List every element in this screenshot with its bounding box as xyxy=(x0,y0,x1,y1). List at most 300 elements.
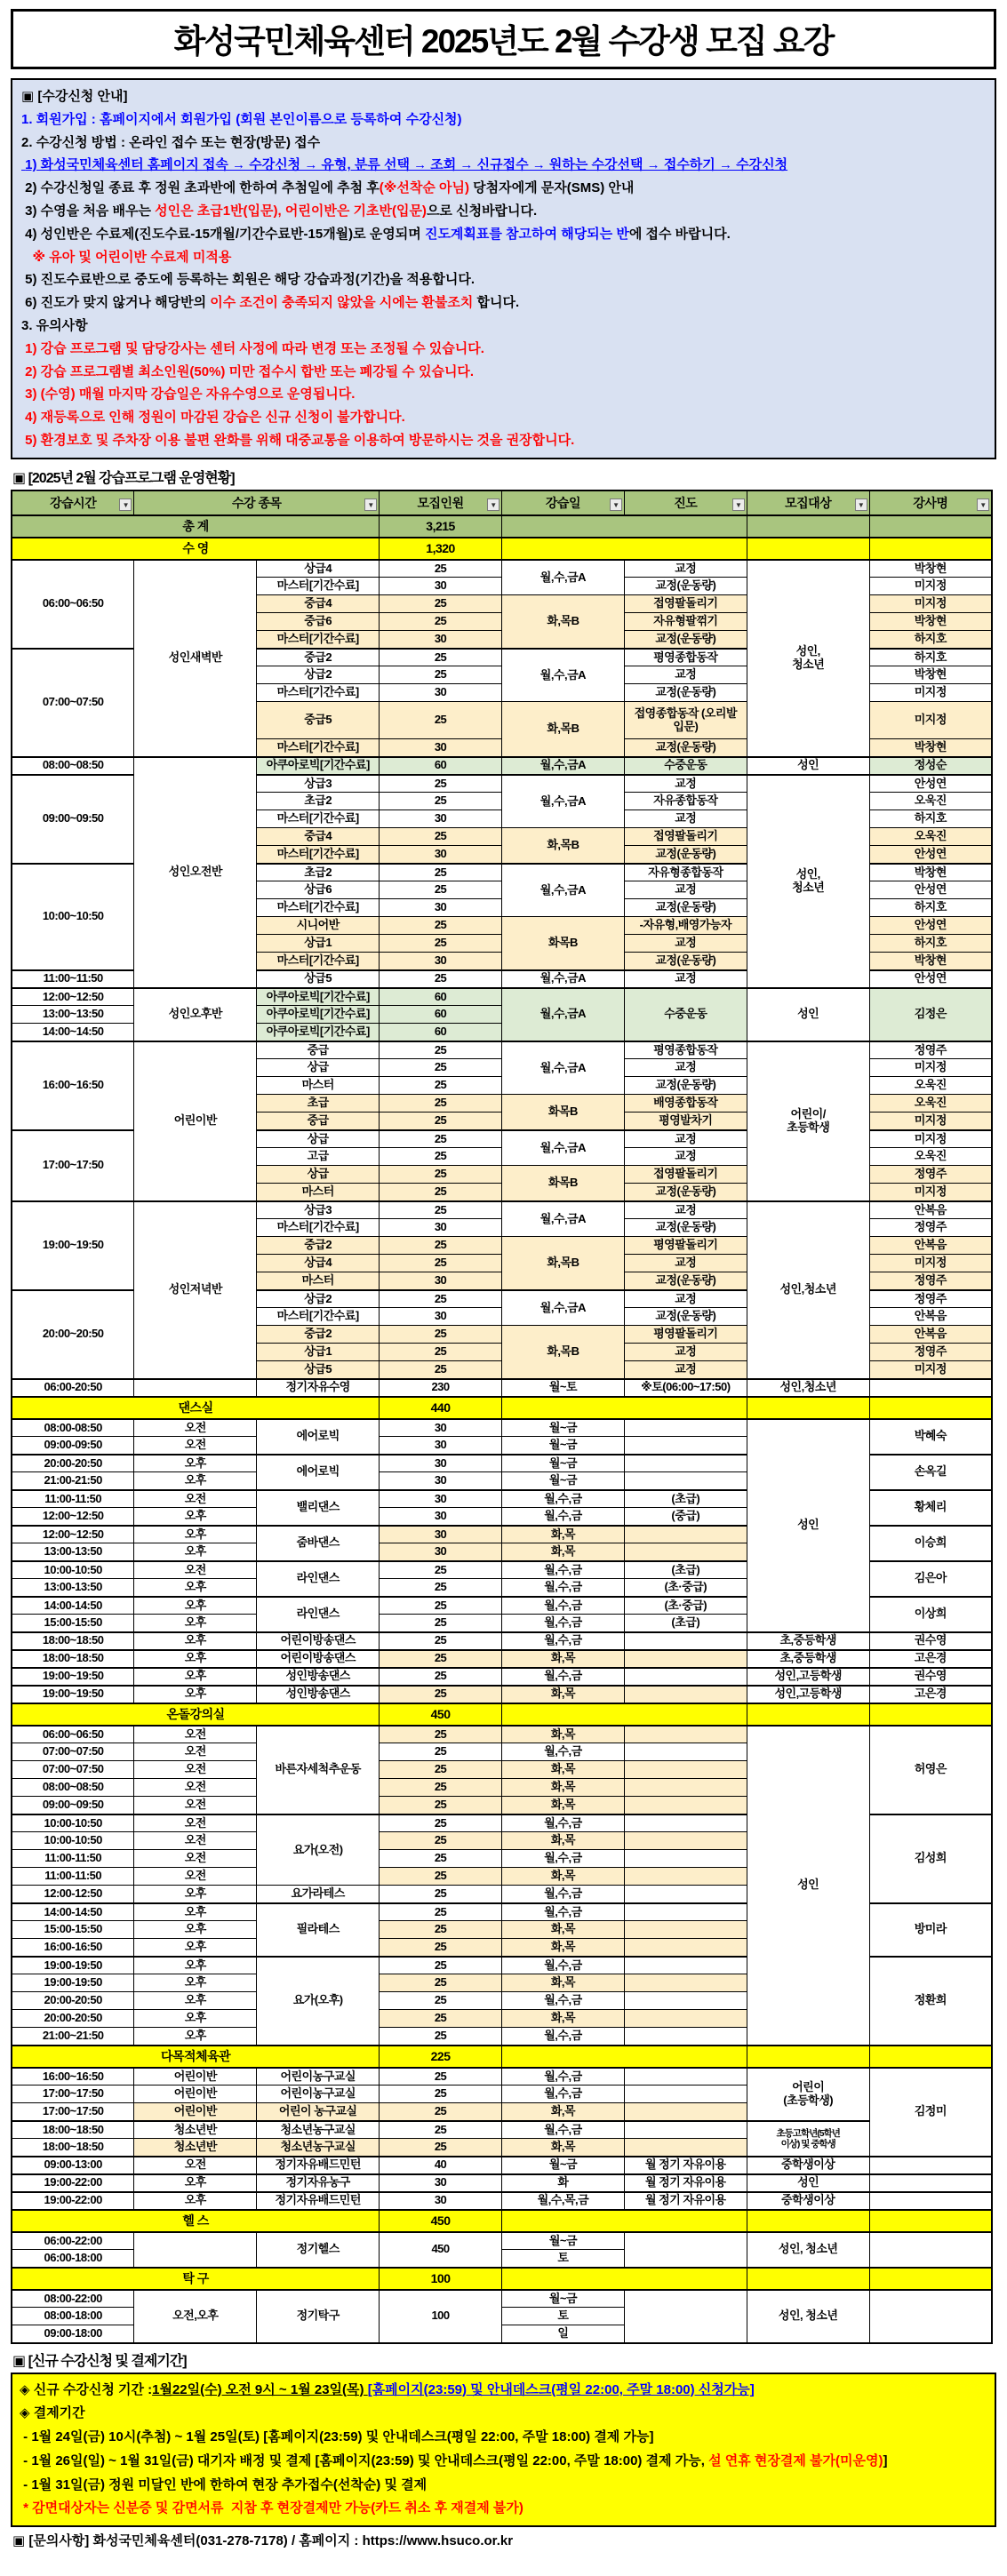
table-cell: 월~금 xyxy=(502,1455,625,1472)
table-cell: 김은아 xyxy=(869,1561,992,1597)
table-cell: 16:00~16:50 xyxy=(12,2068,134,2086)
table-cell: 월,수,금 xyxy=(502,2121,625,2139)
table-cell: 월,수,금 xyxy=(502,1957,625,1974)
table-cell: 오욱진 xyxy=(869,1148,992,1166)
table-cell xyxy=(624,1903,747,1921)
table-cell: 상급 xyxy=(257,1130,380,1148)
table-row xyxy=(12,1041,992,1059)
table-cell: 25 xyxy=(380,2010,502,2028)
column-header xyxy=(502,490,625,515)
table-cell xyxy=(502,1397,747,1419)
table-cell: 어린이반 xyxy=(134,2068,257,2086)
table-cell: 성인새벽반 xyxy=(134,560,257,757)
table-row xyxy=(12,757,992,775)
table-cell: 오욱진 xyxy=(869,1077,992,1095)
table-cell: 25 xyxy=(380,1166,502,1184)
table-cell xyxy=(624,1886,747,1903)
table-cell xyxy=(624,1650,747,1668)
table-cell: 30 xyxy=(380,1419,502,1437)
table-cell: 월,수,금 xyxy=(502,1903,625,1921)
table-cell: 10:00~10:50 xyxy=(12,864,134,970)
table-cell: 상급 xyxy=(257,1166,380,1184)
table-cell: 성인저녁반 xyxy=(134,1201,257,1379)
table-cell: 12:00~12:50 xyxy=(12,1526,134,1543)
table-cell: 화목B xyxy=(502,1095,625,1130)
table-cell: 성인 xyxy=(747,1419,869,1632)
table-cell: 요가라테스 xyxy=(257,1886,380,1903)
table-cell: 교정 xyxy=(624,970,747,988)
table-cell: 월~금 xyxy=(502,2232,625,2250)
table-cell: 줌바댄스 xyxy=(257,1526,380,1561)
table-cell: 06:00~06:50 xyxy=(12,560,134,649)
table-cell: 오전 xyxy=(134,1743,257,1761)
table-cell: 25 xyxy=(380,595,502,613)
table-cell: 시니어반 xyxy=(257,917,380,935)
text-segment: 합니다. xyxy=(473,295,520,311)
table-cell: 성인,고등학생 xyxy=(747,1686,869,1703)
table-cell xyxy=(624,1832,747,1850)
table-cell xyxy=(502,2210,747,2232)
table-cell: 25 xyxy=(380,1579,502,1597)
table-cell: 이승희 xyxy=(869,1526,992,1561)
table-cell xyxy=(869,1397,992,1419)
table-cell: 화,목 xyxy=(502,1686,625,1703)
table-cell: 청소년농구교실 xyxy=(257,2139,380,2157)
table-cell: (초급) xyxy=(624,1561,747,1579)
text-segment: 이수 조건이 충족되지 않았을 시에는 환불조치 xyxy=(210,295,474,311)
table-cell: 30 xyxy=(380,631,502,649)
table-cell: 30 xyxy=(380,739,502,757)
table-cell xyxy=(624,1743,747,1761)
table-cell: 성인 xyxy=(747,988,869,1041)
table-cell: 월,수,금 xyxy=(502,1615,625,1632)
table-cell xyxy=(624,1455,747,1472)
table-cell xyxy=(869,1379,992,1397)
table-cell: 25 xyxy=(380,1850,502,1868)
text-line xyxy=(21,246,986,269)
table-cell: 12:00~12:50 xyxy=(12,988,134,1006)
table-cell: 배영종합동작 xyxy=(624,1095,747,1113)
table-cell: 오전 xyxy=(134,1761,257,1779)
table-cell: 안성연 xyxy=(869,970,992,988)
table-cell: 25 xyxy=(380,1814,502,1832)
table-cell xyxy=(624,1632,747,1650)
table-cell: 상급3 xyxy=(257,1201,380,1219)
table-cell: 화목B xyxy=(502,1166,625,1201)
table-cell: 월,수,금 xyxy=(502,1886,625,1903)
table-cell: 450 xyxy=(380,2210,502,2232)
table-cell: 청소년반 xyxy=(134,2121,257,2139)
table-cell xyxy=(624,1779,747,1797)
table-cell: 25 xyxy=(380,1921,502,1939)
column-header-label: 모집대상 xyxy=(785,495,832,510)
table-cell: 30 xyxy=(380,684,502,702)
table-cell: 오전,오후 xyxy=(134,2290,257,2343)
table-cell: 화 xyxy=(502,2174,625,2192)
text-line xyxy=(21,223,986,246)
table-cell: 권수영 xyxy=(869,1632,992,1650)
table-cell: 450 xyxy=(380,1703,502,1726)
text-segment: 2) 강습 프로그램별 최소인원(50%) 미만 접수시 합반 또는 폐강될 수 있습니다. xyxy=(21,363,475,379)
table-cell: 25 xyxy=(380,1650,502,1668)
table-cell: 25 xyxy=(380,1903,502,1921)
table-cell: 김성희 xyxy=(869,1814,992,1903)
table-cell: 화,목 xyxy=(502,1650,625,1668)
filter-dropdown-icon[interactable]: ▼ xyxy=(732,498,745,511)
table-cell: 40 xyxy=(380,2157,502,2174)
table-cell: 정영주 xyxy=(869,1344,992,1361)
text-segment: (※선착순 아님) xyxy=(379,180,469,196)
table-cell xyxy=(869,2157,992,2174)
table-cell: 박창현 xyxy=(869,666,992,684)
table-cell: 오후 xyxy=(134,2010,257,2028)
section-row xyxy=(12,538,992,560)
table-cell: 25 xyxy=(380,881,502,899)
table-cell: 밸리댄스 xyxy=(257,1490,380,1526)
table-cell: 마스터[기간수료] xyxy=(257,810,380,828)
notice-box xyxy=(11,78,996,459)
text-line xyxy=(21,132,986,155)
table-cell: 마스터[기간수료] xyxy=(257,578,380,595)
table-cell: 19:00~19:50 xyxy=(12,1668,134,1686)
table-cell: 에어로빅 xyxy=(257,1419,380,1455)
table-cell: 14:00-14:50 xyxy=(12,1597,134,1615)
table-cell: 어린이반 xyxy=(134,2103,257,2121)
table-cell: 화,목B xyxy=(502,595,625,649)
table-cell: 청소년농구교실 xyxy=(257,2121,380,2139)
table-cell xyxy=(624,1437,747,1455)
table-cell: 오후 xyxy=(134,1615,257,1632)
table-row xyxy=(12,2232,992,2250)
table-cell: 25 xyxy=(380,1957,502,1974)
text-line xyxy=(20,2474,987,2498)
table-cell: 월,수,금A xyxy=(502,560,625,595)
table-cell: 오후 xyxy=(134,1579,257,1597)
table-cell: 교정 xyxy=(624,810,747,828)
column-header-label: 강사명 xyxy=(913,495,948,510)
table-cell: 오후 xyxy=(134,1668,257,1686)
table-cell: 고은경 xyxy=(869,1650,992,1668)
table-cell: 25 xyxy=(380,1632,502,1650)
table-cell: 08:00-18:00 xyxy=(12,2308,134,2325)
table-cell: 상급6 xyxy=(257,881,380,899)
table-cell: 30 xyxy=(380,953,502,970)
table-cell: 06:00-20:50 xyxy=(12,1379,134,1397)
table-cell: 오욱진 xyxy=(869,1095,992,1113)
table-cell: 18:00~18:50 xyxy=(12,1650,134,1668)
filter-dropdown-icon[interactable]: ▼ xyxy=(977,498,989,511)
table-row xyxy=(12,560,992,578)
table-cell: 월 정기 자유이용 xyxy=(624,2174,747,2192)
table-cell: 정영주 xyxy=(869,1041,992,1059)
table-cell: 손옥길 xyxy=(869,1455,992,1490)
table-cell: 25 xyxy=(380,1939,502,1957)
table-cell: 교정 xyxy=(624,1130,747,1148)
table-cell: 화,목 xyxy=(502,1726,625,1743)
table-cell: 교정 xyxy=(624,1255,747,1272)
table-cell: 교정 xyxy=(624,881,747,899)
table-cell: 바른자세척추운동 xyxy=(257,1726,380,1814)
table-cell: 아쿠아로빅[기간수료] xyxy=(257,1024,380,1041)
filter-dropdown-icon[interactable]: ▼ xyxy=(855,498,867,511)
table-cell: 월~금 xyxy=(502,2157,625,2174)
table-cell: 오전 xyxy=(134,1561,257,1579)
text-segment: 당첨자에게 문자(SMS) 안내 xyxy=(468,180,635,196)
table-cell: 라인댄스 xyxy=(257,1561,380,1597)
table-cell xyxy=(624,2010,747,2028)
text-line xyxy=(21,268,986,291)
table-cell xyxy=(502,515,747,538)
table-cell: 18:00~18:50 xyxy=(12,1632,134,1650)
table-cell xyxy=(624,1726,747,1743)
column-header xyxy=(869,490,992,515)
table-cell: 11:00~11:50 xyxy=(12,970,134,988)
table-cell: 20:00-20:50 xyxy=(12,2010,134,2028)
text-segment: 1월22일(수) 오전 9시 ~ 1월 23일(목) xyxy=(152,2381,368,2397)
text-segment: - 1월 26일(일) ~ 1월 31일(금) 대기자 배정 및 결제 [홈페이지(23:59) 및 안내데스크(평일 22:00, 주말 18:00) 결제 가능, xyxy=(20,2452,709,2468)
table-cell: 중급4 xyxy=(257,595,380,613)
table-cell: 교정(운동량) xyxy=(624,684,747,702)
section-row xyxy=(12,2046,992,2068)
table-cell: 25 xyxy=(380,970,502,988)
filter-dropdown-icon[interactable]: ▼ xyxy=(487,498,500,511)
text-segment: 2) 수강신청일 종료 후 정원 초과반에 한하여 추첨일에 추첨 후 xyxy=(21,180,380,196)
table-cell: 성인방송댄스 xyxy=(257,1668,380,1686)
text-line xyxy=(21,85,986,108)
table-cell: 화,목 xyxy=(502,1526,625,1543)
table-cell: 60 xyxy=(380,1006,502,1024)
table-cell: 25 xyxy=(380,1868,502,1886)
table-cell: 30 xyxy=(380,2174,502,2192)
table-row xyxy=(12,988,992,1006)
table-cell xyxy=(747,538,869,560)
table-cell xyxy=(869,2290,992,2343)
table-cell: 중급4 xyxy=(257,828,380,846)
table-cell: 오후 xyxy=(134,1526,257,1543)
table-cell: 07:00~07:50 xyxy=(12,1761,134,1779)
table-cell: 월,수,금 xyxy=(502,1743,625,1761)
section-row xyxy=(12,1703,992,1726)
table-cell: 10:00-10:50 xyxy=(12,1832,134,1850)
text-line xyxy=(20,2497,987,2521)
column-header-label: 강습일 xyxy=(545,495,580,510)
program-table-head xyxy=(12,490,992,515)
table-cell: 교정(운동량) xyxy=(624,1077,747,1095)
table-cell: 30 xyxy=(380,2192,502,2210)
table-cell: 19:00~19:50 xyxy=(12,1201,134,1290)
table-cell: 요가(오전) xyxy=(257,1814,380,1886)
table-cell: 상급4 xyxy=(257,1255,380,1272)
table-cell: 오후 xyxy=(134,1455,257,1472)
table-cell: 미지정 xyxy=(869,1059,992,1077)
table-cell: 탁 구 xyxy=(12,2268,380,2290)
table-cell: 정영주 xyxy=(869,1219,992,1237)
table-cell: 07:00~07:50 xyxy=(12,1743,134,1761)
table-cell: 어린이농구교실 xyxy=(257,2086,380,2103)
table-row xyxy=(12,1632,992,1650)
section-row xyxy=(12,2210,992,2232)
table-cell: 정기자유농구 xyxy=(257,2174,380,2192)
table-row xyxy=(12,1668,992,1686)
table-cell: 25 xyxy=(380,560,502,578)
table-cell: 06:00-18:00 xyxy=(12,2250,134,2268)
table-cell: 440 xyxy=(380,1397,502,1419)
table-cell: 교정 xyxy=(624,1344,747,1361)
table-cell: 오전 xyxy=(134,1797,257,1814)
table-cell: 자유종합동작 xyxy=(624,793,747,810)
table-cell: 오전 xyxy=(134,2157,257,2174)
table-cell: 오후 xyxy=(134,1650,257,1668)
text-segment: ▣ [수강신청 안내] xyxy=(21,89,128,104)
table-cell: 25 xyxy=(380,649,502,666)
table-cell: 오후 xyxy=(134,2174,257,2192)
table-cell: 100 xyxy=(380,2290,502,2343)
table-cell: 접영종합동작 (오리발 입문) xyxy=(624,702,747,739)
table-row xyxy=(12,1686,992,1703)
table-cell: 마스터[기간수료] xyxy=(257,846,380,864)
table-cell: 상급5 xyxy=(257,1361,380,1379)
table-cell xyxy=(624,1850,747,1868)
table-cell: 아쿠아로빅[기간수료] xyxy=(257,757,380,775)
table-cell: 25 xyxy=(380,1255,502,1272)
footer-heading: ▣ [신규 수강신청 및 결제기간] xyxy=(12,2353,187,2369)
text-line xyxy=(20,2379,987,2403)
section-row xyxy=(12,2268,992,2290)
table-cell xyxy=(624,2103,747,2121)
table-cell: 평영팔돌리기 xyxy=(624,1326,747,1344)
table-cell: 중급 xyxy=(257,1041,380,1059)
table-cell xyxy=(624,1992,747,2010)
table-cell: 화목B xyxy=(502,917,625,970)
table-cell: 안복음 xyxy=(869,1201,992,1219)
table-row xyxy=(12,2068,992,2086)
table-cell: 교정(운동량) xyxy=(624,953,747,970)
table-cell xyxy=(869,2046,992,2068)
table-cell: 정기탁구 xyxy=(257,2290,380,2343)
table-cell: 13:00-13:50 xyxy=(12,1543,134,1561)
header-row xyxy=(12,490,992,515)
table-cell: 18:00~18:50 xyxy=(12,2121,134,2139)
table-cell: 25 xyxy=(380,1041,502,1059)
text-segment: 1) 강습 프로그램 및 담당강사는 센터 사정에 따라 변경 또는 조정될 수 있습니다. xyxy=(21,340,484,356)
table-cell: 30 xyxy=(380,1490,502,1508)
table-row xyxy=(12,1419,992,1437)
table-cell: 접영팔돌리기 xyxy=(624,595,747,613)
table-cell: 중학생이상 xyxy=(747,2157,869,2174)
table-cell: 교정(운동량) xyxy=(624,1272,747,1290)
table-cell: 하지호 xyxy=(869,631,992,649)
table-cell: 30 xyxy=(380,1455,502,1472)
table-cell: 월,수,금 xyxy=(502,1850,625,1868)
table-cell: 25 xyxy=(380,1597,502,1615)
table-cell: 오후 xyxy=(134,1886,257,1903)
table-cell: 자유형종합동작 xyxy=(624,864,747,881)
table-cell: 토 xyxy=(502,2308,625,2325)
table-cell: 정기자유수영 xyxy=(257,1379,380,1397)
program-table xyxy=(11,490,993,2344)
table-cell: 댄스실 xyxy=(12,1397,380,1419)
table-cell: 교정 xyxy=(624,1201,747,1219)
table-cell: 20:00-20:50 xyxy=(12,1992,134,2010)
table-cell xyxy=(624,2068,747,2086)
table-cell: 25 xyxy=(380,1095,502,1113)
column-header xyxy=(747,490,869,515)
table-cell: 3,215 xyxy=(380,515,502,538)
table-cell: 상급1 xyxy=(257,1344,380,1361)
table-cell xyxy=(624,1814,747,1832)
table-cell: 08:00~08:50 xyxy=(12,1779,134,1797)
column-header xyxy=(380,490,502,515)
table-cell: 오후 xyxy=(134,2028,257,2046)
table-cell: 허영은 xyxy=(869,1726,992,1814)
table-cell: 중급5 xyxy=(257,702,380,739)
table-cell: 월,수,금 xyxy=(502,2068,625,2086)
table-cell: 25 xyxy=(380,1974,502,1992)
table-cell: 상급2 xyxy=(257,1290,380,1308)
table-cell: 30 xyxy=(380,1508,502,1526)
table-cell: 25 xyxy=(380,1992,502,2010)
filter-dropdown-icon[interactable]: ▼ xyxy=(610,498,622,511)
text-segment: 3. 유의사항 xyxy=(21,317,88,333)
table-cell: 마스터[기간수료] xyxy=(257,1219,380,1237)
table-cell: 평영발차기 xyxy=(624,1113,747,1130)
table-cell: 수중운동 xyxy=(624,988,747,1041)
table-cell xyxy=(747,1703,869,1726)
table-cell: 월,수,금A xyxy=(502,1290,625,1326)
table-cell: 화,목 xyxy=(502,1868,625,1886)
table-cell: 08:00~08:50 xyxy=(12,757,134,775)
table-cell: 오전 xyxy=(134,1437,257,1455)
table-cell: 월,수,금 xyxy=(502,1668,625,1686)
table-cell: 19:00-19:50 xyxy=(12,1957,134,1974)
text-segment: 성인은 초급1반(입문), 어린이반은 기초반(입문) xyxy=(155,203,427,219)
table-cell: 25 xyxy=(380,864,502,881)
table-cell: 18:00~18:50 xyxy=(12,2139,134,2157)
table-cell: 13:00-13:50 xyxy=(12,1579,134,1597)
table-cell: 12:00~12:50 xyxy=(12,1508,134,1526)
table-row xyxy=(12,1726,992,1743)
text-line xyxy=(21,200,986,223)
filter-dropdown-icon[interactable]: ▼ xyxy=(119,498,132,511)
text-line xyxy=(21,108,986,132)
table-cell: 1,320 xyxy=(380,538,502,560)
table-cell: 오후 xyxy=(134,1974,257,1992)
text-segment: 5) 진도수료반으로 중도에 등록하는 회원은 해당 강습과정(기간)을 적용합니다. xyxy=(21,272,476,288)
filter-dropdown-icon[interactable]: ▼ xyxy=(364,498,377,511)
table-cell: 오전 xyxy=(134,1726,257,1743)
table-cell: 상급2 xyxy=(257,666,380,684)
table-cell: 중급 xyxy=(257,1113,380,1130)
table-cell: 화,목B xyxy=(502,1237,625,1290)
text-segment: 3) (수영) 매월 마지막 강습일은 자유수영으로 운영됩니다. xyxy=(21,387,356,403)
table-cell: 월,수,금A xyxy=(502,988,625,1041)
table-cell: 에어로빅 xyxy=(257,1455,380,1490)
table-cell xyxy=(624,1543,747,1561)
table-cell: 06:00-22:00 xyxy=(12,2232,134,2250)
table-cell: 오전 xyxy=(134,1419,257,1437)
table-cell xyxy=(869,2268,992,2290)
text-line xyxy=(20,2450,987,2474)
text-line xyxy=(21,315,986,338)
table-cell: 토 xyxy=(502,2250,625,2268)
table-cell: 월~금 xyxy=(502,1472,625,1490)
table-cell xyxy=(134,2232,257,2268)
table-cell: 접영팔돌리기 xyxy=(624,1166,747,1184)
table-cell xyxy=(624,1419,747,1437)
table-cell: 아쿠아로빅[기간수료] xyxy=(257,1006,380,1024)
table-cell: 교정(운동량) xyxy=(624,1308,747,1326)
table-cell: 초,중등학생 xyxy=(747,1650,869,1668)
